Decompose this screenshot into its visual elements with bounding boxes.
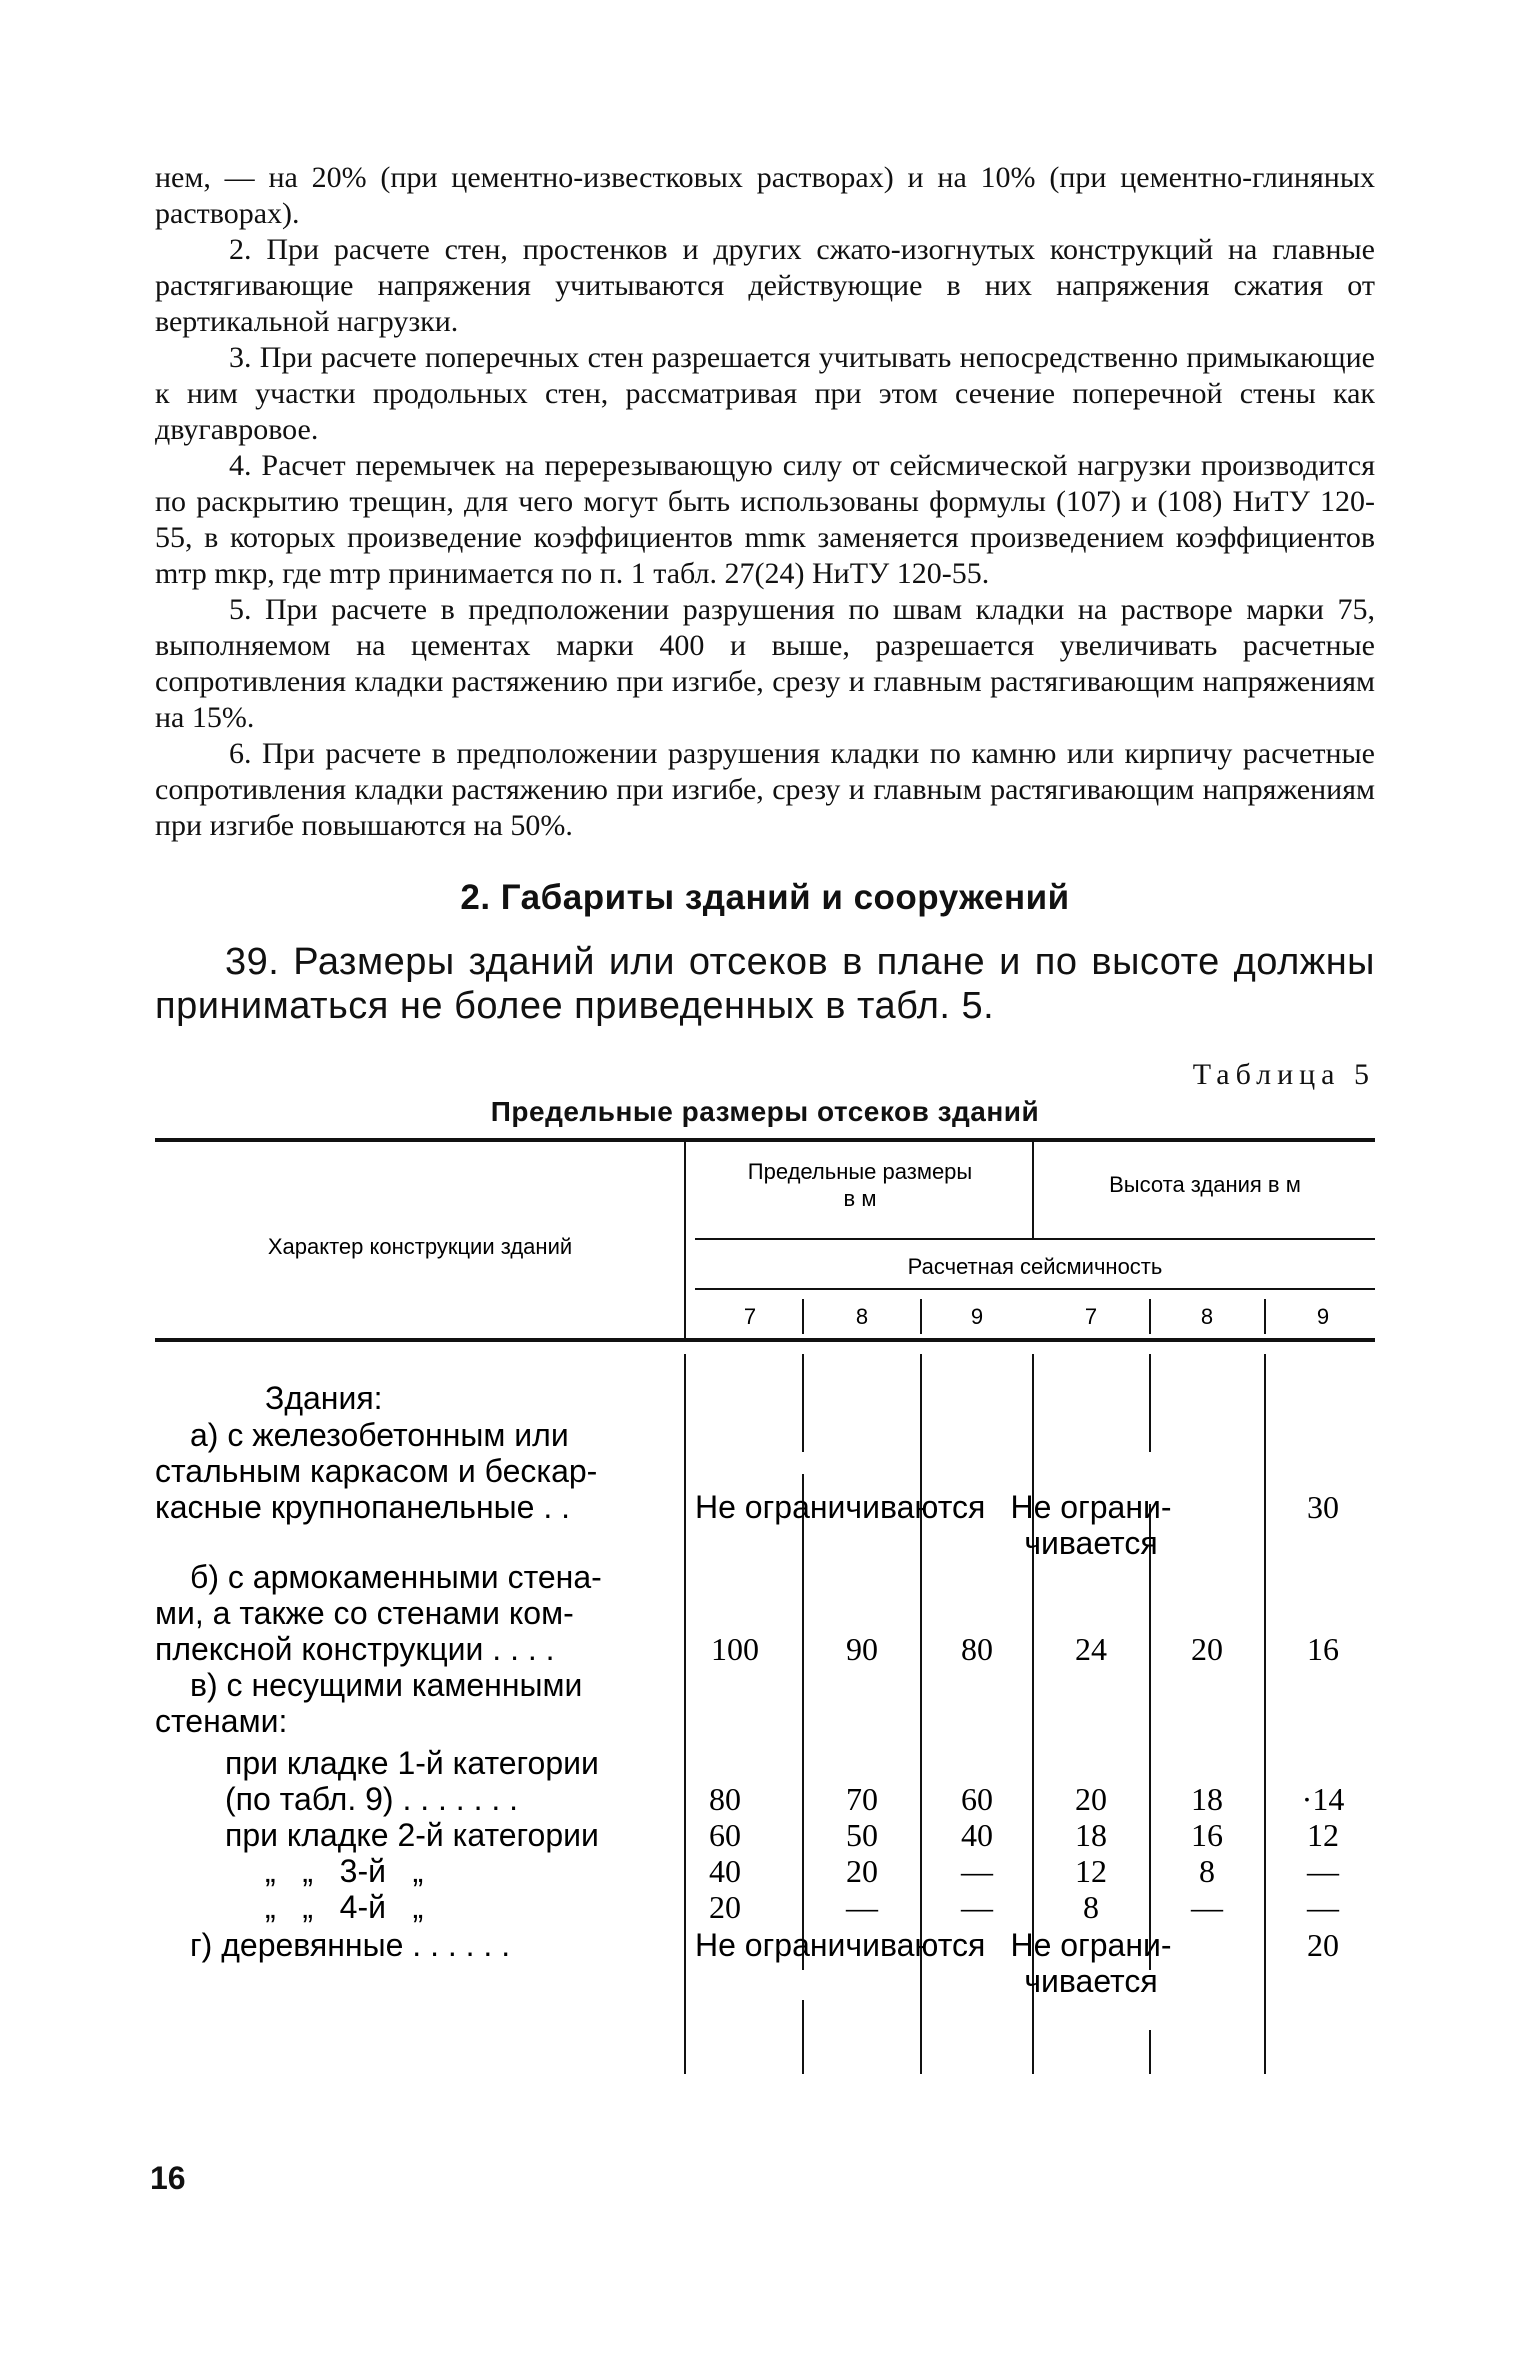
paragraph-item-6: 6. При расчете в предположении разрушения кладки по камню или кирпичу расчетные сопротивления кладки растяжению при изгибе, срезу и главным растягивающим напряжениям при изгибе повышаются на 50%. — [155, 737, 1375, 842]
cell: 20 — [846, 1853, 878, 1889]
cell: 50 — [846, 1817, 878, 1853]
cell: 20 — [709, 1889, 741, 1925]
cell: 80 — [961, 1631, 993, 1667]
paragraph-item-5: 5. При расчете в предположении разрушения по швам кладки на растворе марки 75, выполняемом на цементах марки 400 и выше, разрешается увеличивать расчетные сопротивления кладки растяжению при изгибе, срезу и главным растягивающим напряжениям на 15%. — [155, 593, 1375, 734]
row-d-height-1: Не ограни- — [1010, 1927, 1172, 1963]
header-level: 7 — [743, 1304, 757, 1329]
row-a-line2: стальным каркасом и бескар- — [155, 1453, 598, 1489]
paragraph-item-3: 3. При расчете поперечных стен разрешается учитывать непосредственно примыкающие к ним участки продольных стен, рассматривая при этом сечение поперечной стены как двугавровое. — [155, 341, 1375, 446]
row-c-cat3: „ „ 3-й „ — [265, 1853, 424, 1889]
page-number: 16 — [150, 2160, 186, 2196]
table-title: Предельные размеры отсеков зданий — [490, 1096, 1040, 1127]
row-a-height-1: Не ограни- — [1010, 1489, 1172, 1525]
row-d-height-2: чивается — [1024, 1963, 1158, 1999]
paragraph-item-4: 4. Расчет перемычек на перерезывающую силу от сейсмической нагрузки производится по раскрытию трещин, для чего могут быть использованы формулы (107) и (108) НиТУ 120-55, в которых произведение коэффициентов mmк заменяется произведением коэффициентов mтр mкр, где mтр принимается по п. 1 табл. 27(24) НиТУ 120-55. — [155, 449, 1375, 590]
section-heading: 2. Габариты зданий и сооружений — [460, 878, 1070, 917]
cell: — — [1191, 1889, 1223, 1925]
header-level: 9 — [1316, 1304, 1330, 1329]
cell: — — [1307, 1853, 1339, 1889]
row-a-plan: Не ограничиваются — [695, 1489, 986, 1525]
header-level: 8 — [855, 1304, 869, 1329]
cell: 60 — [709, 1817, 741, 1853]
row-b-values — [711, 1631, 1339, 1667]
table-label: Таблица 5 — [1192, 1058, 1375, 1091]
row-a-line3: касные крупнопанельные . . — [155, 1489, 570, 1525]
row-b-line2: ми, а также со стенами ком- — [155, 1595, 574, 1631]
row-b-line1: б) с армокаменными стена- — [190, 1559, 602, 1595]
row-cat1-values — [709, 1781, 1344, 1817]
cell: 100 — [711, 1631, 759, 1667]
cell: 60 — [961, 1781, 993, 1817]
cell: 40 — [709, 1853, 741, 1889]
row-buildings: Здания: — [265, 1380, 383, 1416]
row-c-cat4: „ „ 4-й „ — [265, 1889, 424, 1925]
cell: 70 — [846, 1781, 878, 1817]
cell: 8 — [1083, 1889, 1099, 1925]
cell: 12 — [1307, 1817, 1339, 1853]
header-plan-2: в м — [843, 1186, 877, 1211]
cell: 18 — [1191, 1781, 1223, 1817]
header-construction: Характер конструкции зданий — [267, 1234, 573, 1259]
cell: — — [961, 1853, 993, 1889]
row-a-line1: а) с железобетонным или — [190, 1417, 569, 1453]
header-level: 7 — [1084, 1304, 1098, 1329]
row-c-line2: стенами: — [155, 1703, 288, 1739]
cell: 20 — [1191, 1631, 1223, 1667]
cell: 18 — [1075, 1817, 1107, 1853]
cell: 12 — [1075, 1853, 1107, 1889]
cell: 40 — [961, 1817, 993, 1853]
row-d-h9: 20 — [1307, 1927, 1339, 1963]
cell: 24 — [1075, 1631, 1107, 1667]
cell: — — [846, 1889, 878, 1925]
header-level: 8 — [1200, 1304, 1214, 1329]
cell: 16 — [1307, 1631, 1339, 1667]
cell: 80 — [709, 1781, 741, 1817]
row-c-cat1-line1: при кладке 1-й категории — [225, 1745, 599, 1781]
cell: 20 — [1075, 1781, 1107, 1817]
paragraph-item-2: 2. При расчете стен, простенков и других сжато-изогнутых конструкций на главные растягивающие напряжения учитываются действующие в них напряжения сжатия от вертикальной нагрузки. — [155, 233, 1375, 338]
cell: 8 — [1199, 1853, 1215, 1889]
row-d-plan: Не ограничиваются — [695, 1927, 986, 1963]
limits-table — [155, 1134, 1375, 2084]
clause-39: 39. Размеры зданий или отсеков в плане и по высоте должны приниматься не более приведенных в табл. 5. — [155, 941, 1375, 1027]
cell: ·14 — [1301, 1781, 1345, 1817]
row-c-cat1-line2: (по табл. 9) . . . . . . . — [225, 1781, 519, 1817]
row-c-cat2: при кладке 2-й категории — [225, 1817, 599, 1853]
cell: — — [1307, 1889, 1339, 1925]
cell: — — [961, 1889, 993, 1925]
header-level: 9 — [970, 1304, 984, 1329]
header-seismic: Расчетная сейсмичность — [907, 1254, 1163, 1279]
row-a-h9: 30 — [1307, 1489, 1339, 1525]
cell: 16 — [1191, 1817, 1223, 1853]
header-plan-1: Предельные размеры — [747, 1159, 973, 1184]
page-body — [155, 160, 1375, 2084]
header-height: Высота здания в м — [1109, 1172, 1301, 1197]
row-b-line3: плексной конструкции . . . . — [155, 1631, 555, 1667]
row-c-line1: в) с несущими каменными — [190, 1667, 583, 1703]
paragraph-continuation: нем, — на 20% (при цементно-известковых растворах) и на 10% (при цементно-глиняных растворах). — [155, 161, 1375, 230]
row-a-height-2: чивается — [1024, 1525, 1158, 1561]
cell: 90 — [846, 1631, 878, 1667]
row-d: г) деревянные . . . . . . — [190, 1927, 511, 1963]
